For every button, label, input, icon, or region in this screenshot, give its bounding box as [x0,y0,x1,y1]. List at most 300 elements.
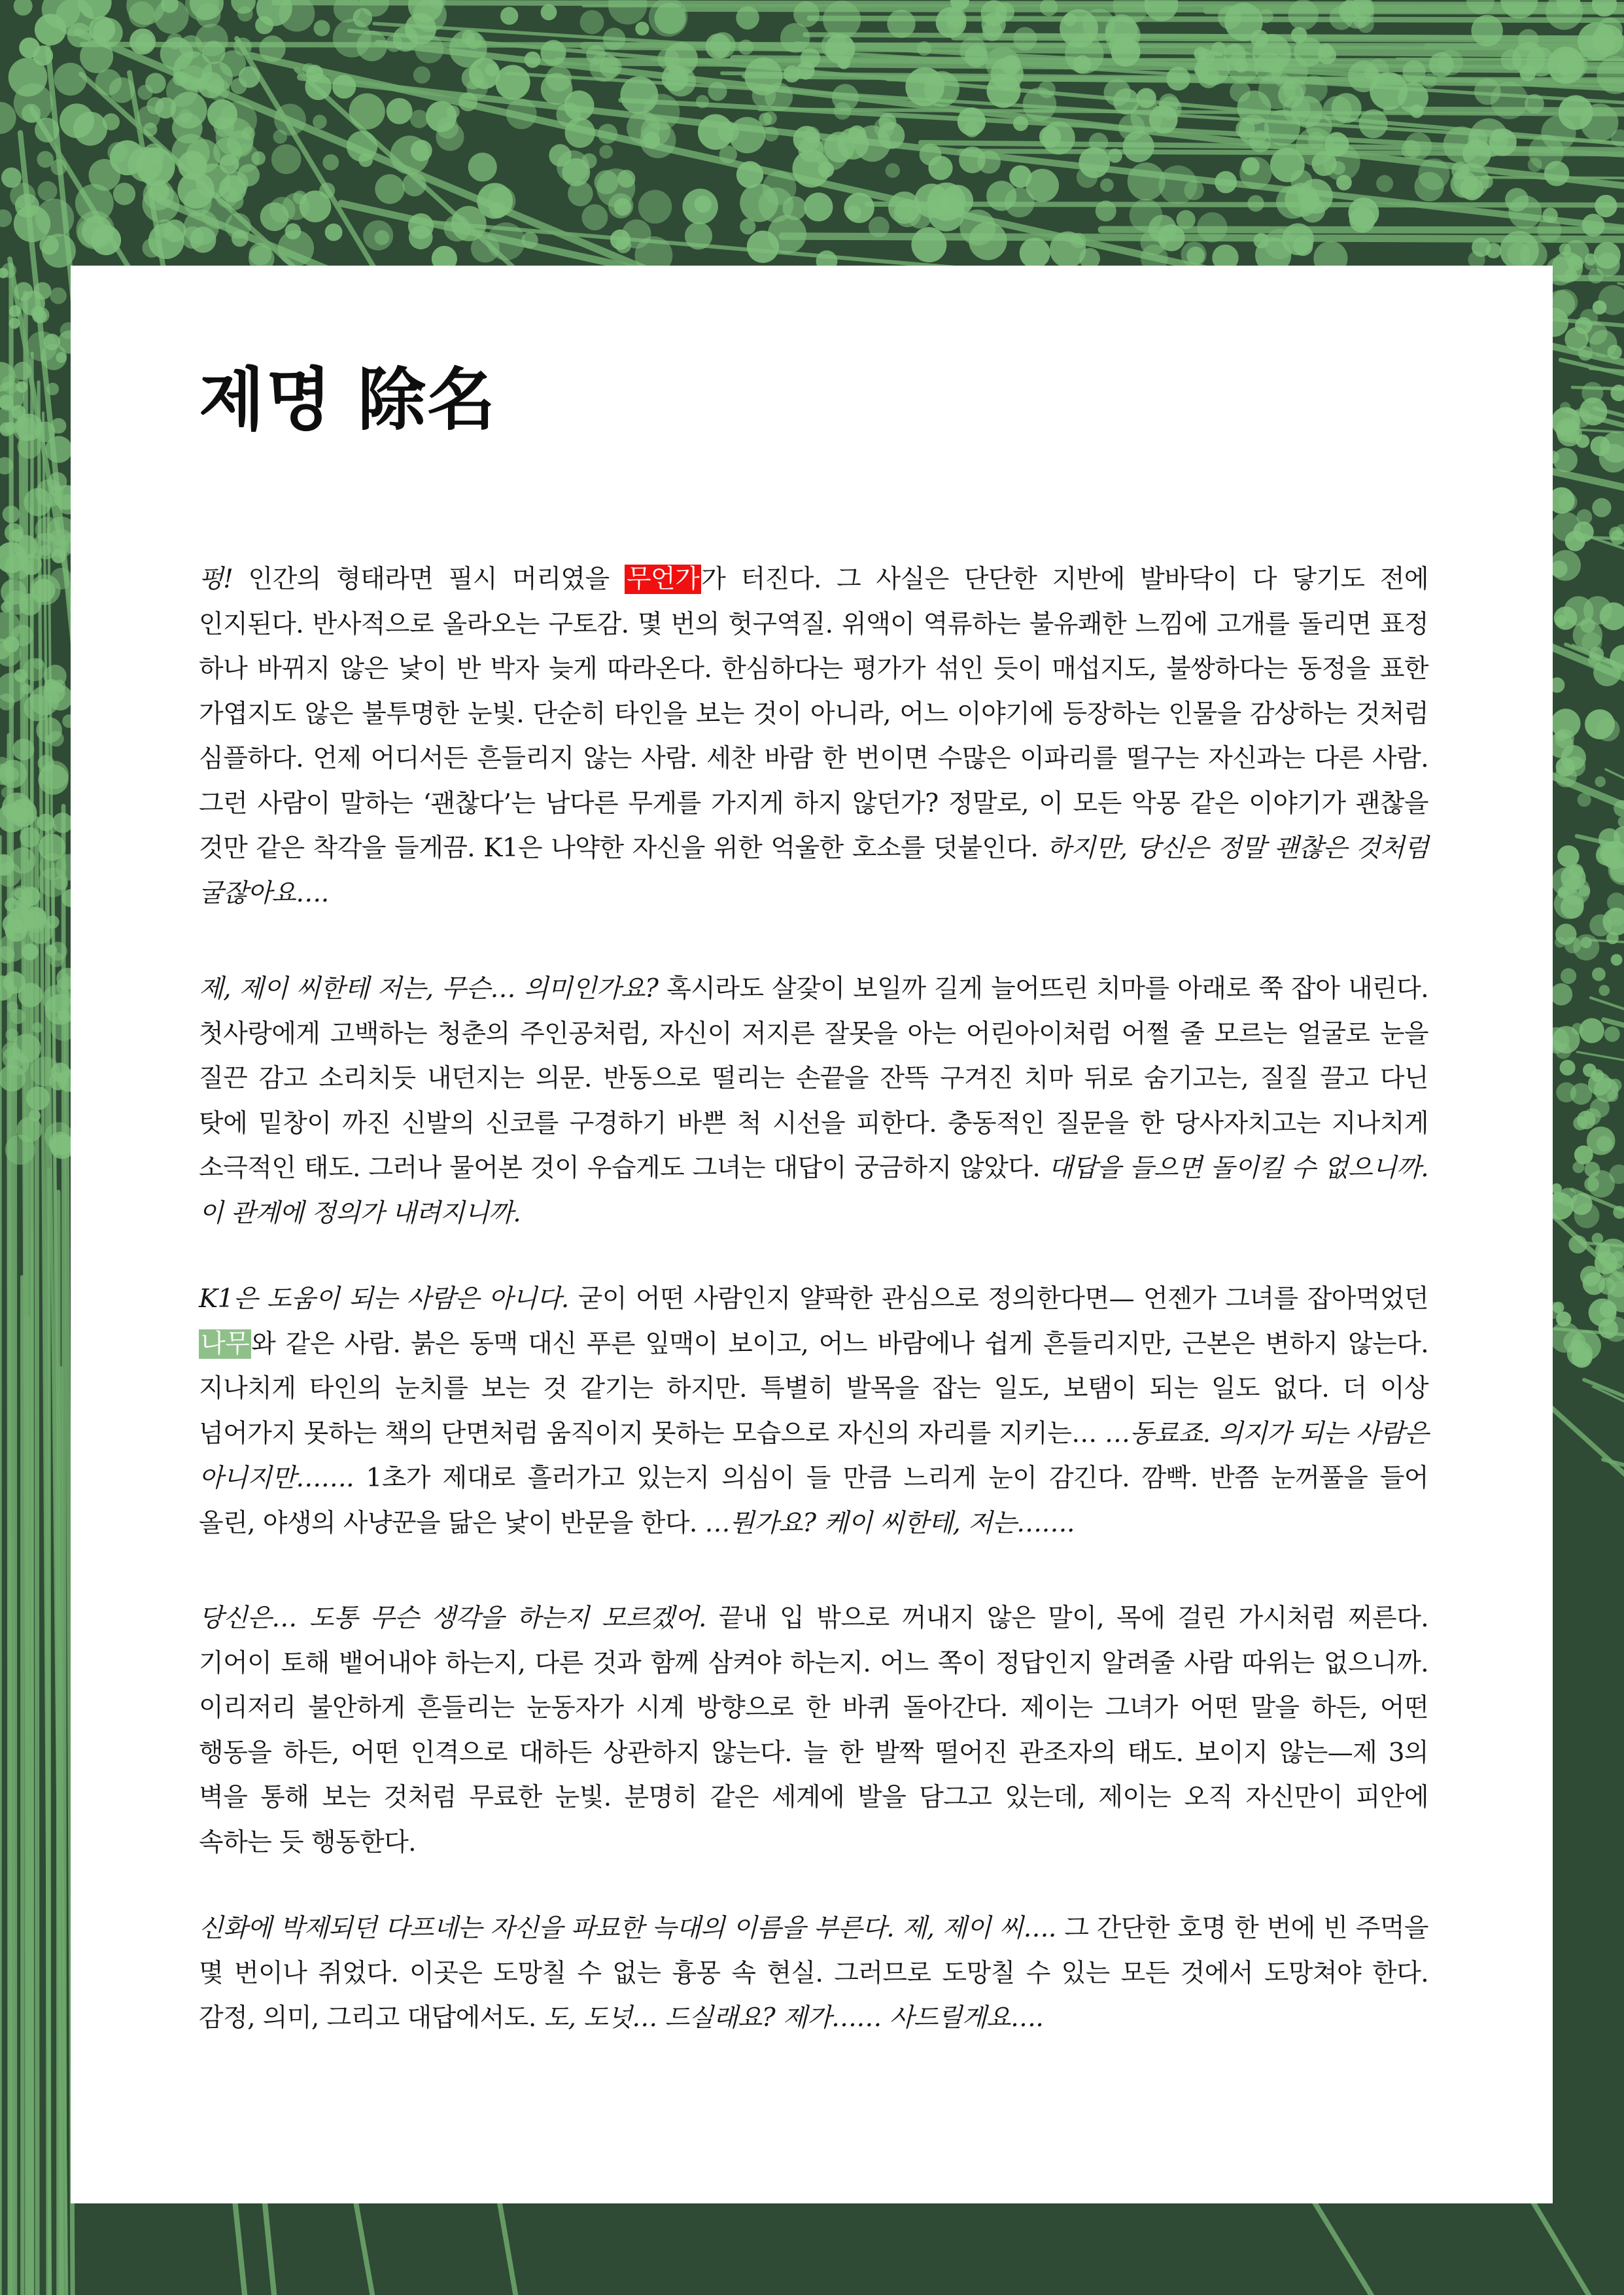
leaf-cluster [928,156,952,180]
leaf-cluster [54,63,87,96]
leaf-cluster [1555,924,1576,945]
leaf-cluster [696,95,709,108]
leaf-cluster [1332,161,1345,175]
leaf-cluster [1238,114,1269,145]
leaf-cluster [347,131,377,162]
leaf-cluster [32,309,46,323]
leaf-cluster [3,506,20,523]
leaf-cluster [41,761,69,789]
leaf-cluster [1288,0,1319,30]
leaf-cluster [1544,161,1570,186]
leaf-cluster [1543,207,1558,222]
leaf-cluster [208,79,230,101]
leaf-cluster [1574,1203,1600,1229]
leaf-cluster [237,6,253,22]
leaf-cluster [1294,37,1323,67]
leaf-cluster [793,150,831,188]
leaf-cluster [1177,210,1196,229]
leaf-cluster [869,217,890,237]
leaf-cluster [409,226,433,250]
leaf-cluster [1588,268,1603,283]
body-text: 1초가 제대로 흘러가고 있는지 의심이 들 만큼 느리게 눈이 감긴다. 깜빡. 반쯤 눈꺼풀을 들어 올린, 야생의 사냥꾼을 닮은 낯이 반문을 한다. [199,1463,1428,1538]
leaf-cluster [581,153,596,168]
leaf-cluster [387,98,413,124]
leaf-cluster [1194,47,1207,61]
leaf-cluster [1611,954,1623,966]
leaf-cluster [958,107,986,135]
leaf-cluster [879,113,897,131]
leaf-cluster [1451,162,1470,180]
leaf-cluster [1581,937,1592,948]
leaf-cluster [9,318,20,329]
leaf-cluster [411,140,432,162]
leaf-cluster [1211,42,1226,57]
leaf-cluster [834,102,852,120]
emphasis-text: 당신은… 도통 무슨 생각을 하는지 모르겠어. [199,1603,706,1633]
leaf-cluster [759,188,794,223]
leaf-cluster [49,953,64,968]
leaf-cluster [349,94,385,130]
paragraph-2 [199,967,1428,1236]
paragraph-3 [199,1277,1428,1546]
leaf-cluster [1197,212,1227,242]
leaf-cluster [1595,777,1606,788]
leaf-cluster [708,82,727,101]
leaf-cluster [13,362,31,380]
leaf-cluster [181,226,203,249]
leaf-cluster [1194,62,1209,77]
leaf-cluster [1166,67,1190,91]
leaf-cluster [1554,889,1584,919]
leaf-cluster [600,56,622,79]
leaf-cluster [51,159,67,175]
leaf-cluster [1578,793,1591,807]
leaf-cluster [37,814,55,832]
leaf-cluster [33,658,44,669]
leaf-cluster [1600,1301,1617,1318]
leaf-cluster [888,192,920,224]
leaf-cluster [1290,170,1312,192]
leaf-cluster [202,41,226,64]
leaf-cluster [931,201,946,216]
leaf-cluster [1597,1136,1612,1151]
leaf-cluster [911,227,946,262]
leaf-cluster [1596,847,1614,866]
leaf-cluster [487,222,525,260]
leaf-cluster [1039,126,1061,148]
leaf-cluster [180,65,207,92]
leaf-cluster [1234,60,1247,73]
leaf-cluster [599,145,613,159]
leaf-cluster [1589,330,1617,357]
leaf-cluster [109,77,135,103]
leaf-cluster [39,853,66,880]
leaf-cluster [60,1143,72,1155]
leaf-cluster [886,163,900,177]
leaf-cluster [1592,498,1611,517]
leaf-cluster [51,418,67,434]
leaf-cluster [496,65,530,99]
leaf-cluster [1215,171,1237,193]
leaf-cluster [375,174,404,203]
leaf-cluster [58,1009,69,1021]
leaf-cluster [823,1,861,39]
leaf-cluster [12,739,34,760]
body-text: 인간의 형태라면 필시 머리였을 [233,565,625,594]
leaf-cluster [75,184,114,222]
leaf-cluster [1512,42,1546,75]
leaf-cluster [1556,758,1575,777]
leaf-cluster [1291,96,1323,128]
leaf-cluster [603,27,625,50]
leaf-cluster [752,84,776,108]
leaf-cluster [451,206,487,241]
body-text: 굳이 어떤 사람인지 얄팍한 관심으로 정의한다면— 언젠가 그녀를 잡아먹었던 [568,1284,1428,1314]
leaf-cluster [271,145,302,175]
emphasis-text: 펑! [199,565,233,594]
leaf-cluster [233,38,252,56]
leaf-cluster [10,1009,26,1024]
leaf-cluster [107,142,128,162]
leaf-cluster [48,731,64,746]
leaf-cluster [824,131,855,162]
leaf-cluster [1598,1278,1615,1295]
leaf-cluster [662,65,689,92]
leaf-cluster [1415,172,1444,201]
leaf-cluster [1050,232,1086,268]
leaf-cluster [9,306,21,317]
leaf-cluster [1403,60,1426,83]
leaf-cluster [1596,718,1619,741]
leaf-cluster [5,898,19,912]
leaf-cluster [540,40,566,65]
leaf-cluster [1595,195,1617,217]
leaf-cluster [13,417,37,441]
leaf-cluster [1367,59,1389,80]
leaf-cluster [1479,175,1493,188]
leaf-cluster [1564,269,1577,281]
leaf-cluster [1247,195,1264,211]
leaf-cluster [525,52,541,68]
leaf-cluster [987,74,1021,108]
leaf-cluster [1312,151,1337,176]
leaf-cluster [469,58,500,90]
leaf-cluster [1013,27,1037,50]
leaf-cluster [1060,9,1098,48]
leaf-cluster [1552,1192,1564,1204]
leaf-cluster [1556,1082,1576,1102]
paragraph-5 [199,1906,1428,2041]
leaf-cluster [35,517,61,542]
highlight-red-word: 무언가 [625,565,701,594]
emphasis-text: 하지만, 당신은 정말 괜찮은 것처럼 굴잖아요…. [199,833,1428,908]
leaf-cluster [1590,1098,1610,1118]
page-title: 제명 除名 [199,359,497,440]
leaf-cluster [24,488,52,516]
leaf-cluster [89,16,115,43]
leaf-cluster [73,112,107,146]
leaf-cluster [113,183,135,205]
leaf-cluster [549,144,571,166]
emphasis-text: 신화에 박제되던 다프네는 자신을 파묘한 늑대의 이름을 부른다. 제, 제이 씨…. [199,1914,1056,1943]
leaf-cluster [622,219,651,249]
body-text: 끝내 입 밖으로 꺼내지 않은 말이, 목에 걸린 가시처럼 찌른다. 기어이 토해 뱉어내야 하는지, 다른 것과 함께 삼켜야 하는지. 어느 쪽이 정답인지 알려줄 사람 따위는 없으니까. 이리저리 불안하게 흔들리는 눈동자가 시계 방향으로 한 바퀴 돌아간다. 제이는 그녀가 어떤 말을 하든, 어떤 행동을 하든, 어떤 인격으로 대하든 상관하지 않는다. 늘 한 발짝 떨어진 관조자의 태도. 보이지 않는—제 3의 벽을 통해 보는 것처럼 무료한 눈빛. 분명히 같은 세계에 발을 담그고 있는데, 제이는 오직 자신만이 피안에 속하는 듯 행동한다. [199,1603,1428,1857]
leaf-cluster [959,147,986,173]
leaf-cluster [635,22,649,35]
leaf-cluster [130,29,156,55]
leaf-cluster [52,680,66,693]
leaf-cluster [196,3,220,27]
leaf-cluster [905,67,944,107]
leaf-cluster [1472,15,1503,46]
leaf-cluster [1332,93,1362,123]
leaf-cluster [1528,158,1542,172]
leaf-cluster [129,1,155,27]
leaf-cluster [1111,37,1141,67]
body-text: 혹시라도 살갗이 보일까 길게 늘어뜨린 치마를 아래로 쭉 잡아 내린다. 첫사랑에게 고백하는 청춘의 주인공처럼, 자신이 저지른 잘못을 아는 어린아이처럼 어쩔 줄 모르는 얼굴로 눈을 질끈 감고 소리치듯 내던지는 의문. 반동으로 떨리는 손끝을 잔뜩 구겨진 치마 뒤로 숨기고는, 질질 끌고 다닌 탓에 밑창이 까진 신발의 신코를 구경하기 바쁜 척 시선을 피한다. 충동적인 질문을 한 당사자치고는 지나치게 소극적인 태도. 그러나 물어본 것이 우습게도 그녀는 대답이 궁금하지 않았다. [199,974,1429,1183]
leaf-cluster [598,124,617,143]
leaf-cluster [46,383,59,395]
leaf-cluster [447,105,460,118]
leaf-cluster [28,919,53,943]
leaf-cluster [1550,983,1572,1006]
leaf-cluster [42,234,76,268]
leaf-cluster [224,171,248,195]
leaf-cluster [142,238,162,258]
leaf-cluster [565,118,595,148]
leaf-cluster [302,63,316,77]
leaf-cluster [1443,126,1480,163]
leaf-cluster [4,767,19,782]
leaf-cluster [596,169,635,207]
leaf-cluster [1577,509,1593,525]
body-text: 와 같은 사람. 붉은 동맥 대신 푸른 잎맥이 보이고, 어느 바람에나 쉽게 흔들리지만, 근본은 변하지 않는다. 지나치게 타인의 눈치를 보는 것 같기는 하지만. 특별히 발목을 잡는 일도, 보탬이 되는 일도 없다. 더 이상 넘어가지 못하는 책의 단면처럼 움직이지 못하는 모습으로 자신의 자리를 지키는… [199,1329,1428,1448]
leaf-cluster [1558,493,1577,512]
leaf-cluster [1547,46,1585,84]
leaf-cluster [1491,82,1528,119]
leaf-cluster [45,436,72,463]
leaf-cluster [1598,1319,1618,1339]
leaf-cluster [128,147,163,182]
leaf-cluster [9,847,35,873]
leaf-cluster [1293,236,1313,256]
leaf-cluster [969,222,1007,260]
leaf-cluster [26,1087,50,1110]
leaf-cluster [1077,167,1097,188]
leaf-cluster [1429,52,1454,77]
leaf-cluster [1359,109,1388,138]
leaf-cluster [325,224,343,241]
leaf-cluster [640,122,676,158]
leaf-cluster [1604,1026,1620,1042]
leaf-cluster [145,73,166,94]
leaf-cluster [1560,1060,1576,1076]
leaf-cluster [1568,1235,1587,1253]
leaf-cluster [50,287,67,304]
leaf-cluster [143,179,174,210]
leaf-cluster [489,202,505,218]
leaf-cluster [1565,531,1585,552]
leaf-cluster [0,422,14,436]
leaf-cluster [10,183,35,208]
leaf-cluster [5,1028,18,1042]
leaf-cluster [1561,968,1576,984]
leaf-cluster [14,669,27,682]
leaf-cluster [804,192,833,221]
leaf-cluster [1239,157,1271,189]
leaf-cluster [801,48,821,69]
leaf-cluster [1559,96,1593,130]
leaf-cluster [285,223,302,239]
leaf-cluster [468,152,497,181]
leaf-cluster [1100,179,1114,192]
leaf-cluster [1009,166,1031,188]
leaf-cluster [239,66,260,88]
leaf-cluster [249,243,272,266]
leaf-cluster [1574,1146,1593,1165]
emphasis-text: 제, 제이 씨한테 저는, 무슨… 의미인가요? [199,974,659,1004]
leaf-cluster [171,92,207,128]
leaf-cluster [541,73,573,105]
leaf-cluster [685,222,712,249]
leaf-cluster [738,39,753,54]
leaf-cluster [37,181,57,201]
leaf-cluster [9,58,48,97]
leaf-cluster [91,225,121,255]
leaf-cluster [314,20,330,37]
leaf-cluster [1578,22,1615,60]
emphasis-text: 도, 도넛… 드실래요? 제가…… 사드릴게요…. [544,2003,1044,2033]
leaf-cluster [410,110,428,128]
leaf-cluster [143,122,157,136]
leaf-cluster [322,154,339,171]
leaf-cluster [1130,199,1163,232]
leaf-cluster [1581,382,1603,404]
leaf-cluster [1566,430,1579,443]
leaf-cluster [1023,88,1056,121]
leaf-cluster [1336,175,1352,190]
leaf-cluster [1592,968,1606,981]
leaf-cluster [1593,659,1621,686]
paragraph-1 [199,557,1428,916]
leaf-cluster [917,41,931,56]
leaf-cluster [1595,1252,1617,1274]
leaf-cluster [232,230,249,247]
emphasis-text: 대답을 들으면 돌이킬 수 없으니까. 이 관계에 정의가 내려지니까. [199,1153,1428,1228]
body-text: 그 간단한 호명 한 번에 빈 주먹을 몇 번이나 쥐었다. 이곳은 도망칠 수 없는 흉몽 속 현실. 그러므로 도망칠 수 있는 모든 것에서 도망쳐야 한다. 감정, 의미, 그리고 대답에서도. [199,1914,1428,2033]
leaf-cluster [458,92,477,111]
leaf-cluster [1581,632,1602,652]
highlight-green-word: 나무 [199,1329,251,1359]
leaf-cluster [14,535,38,559]
leaf-cluster [1159,94,1179,114]
leaf-cluster [220,154,239,174]
leaf-cluster [259,35,285,61]
leaf-cluster [32,1023,43,1033]
leaf-cluster [30,1057,60,1086]
leaf-cluster [1578,346,1593,361]
leaf-cluster [1572,1023,1583,1035]
leaf-cluster [736,7,759,30]
leaf-cluster [1113,88,1139,114]
leaf-cluster [759,113,772,126]
leaf-cluster [1184,181,1203,200]
leaf-cluster [500,7,518,25]
leaf-cluster [1260,9,1273,23]
emphasis-text: …동료죠. 의지가 되는 사람은 아니지만……. [199,1418,1428,1493]
leaf-cluster [784,65,801,82]
leaf-cluster [793,1,820,27]
leaf-cluster [22,104,41,123]
leaf-cluster [780,23,810,52]
leaf-cluster [1348,198,1379,228]
leaf-cluster [14,205,50,242]
leaf-cluster [1571,1340,1583,1352]
leaf-cluster [35,14,66,45]
emphasis-text: …뭔가요? 케이 씨한테, 저는……. [704,1508,1075,1538]
leaf-cluster [1520,241,1547,269]
leaf-cluster [506,99,537,130]
leaf-cluster [1592,1233,1604,1244]
leaf-cluster [1525,94,1544,114]
leaf-cluster [1181,241,1207,267]
leaf-cluster [695,196,712,213]
leaf-cluster [580,10,604,34]
leaf-cluster [1404,132,1432,160]
leaf-cluster [1013,116,1028,131]
leaf-cluster [1136,88,1156,108]
leaf-cluster [402,173,426,196]
leaf-cluster [1005,188,1035,218]
leaf-cluster [887,10,915,38]
leaf-cluster [965,44,988,67]
leaf-cluster [1598,985,1610,996]
leaf-cluster [1582,214,1605,237]
leaf-cluster [1376,175,1393,192]
leaf-cluster [147,97,164,114]
leaf-cluster [1587,1170,1615,1198]
leaf-cluster [413,66,430,83]
leaf-cluster [274,104,306,136]
paragraph-4 [199,1596,1428,1865]
leaf-cluster [4,591,28,615]
leaf-cluster [638,190,672,224]
leaf-cluster [698,114,733,150]
leaf-cluster [29,1110,41,1121]
leaf-cluster [1591,436,1610,456]
body-text: 가 터진다. 그 사실은 단단한 지반에 발바닥이 다 닿기도 전에 인지된다. 반사적으로 올라오는 구토감. 몇 번의 헛구역질. 위액이 역류하는 불유쾌한 느낌에 고개를 돌리면 표정 하나 바뀌지 않은 낯이 반 박자 늦게 따라온다. 한심하다는 평가가 섞인 듯이 매섭지도, 불쌍하다는 동정을 표한 가엽지도 않은 불투명한 눈빛. 단순히 타인을 보는 것이 아니라, 어느 이야기에 등장하는 인물을 감상하는 것처럼 심플하다. 언제 어디서든 흔들리지 않는 사람. 세찬 바람 한 번이면 수많은 이파리를 떨구는 자신과는 다른 사람. 그런 사람이 말하는 ‘괜찮다’는 남다른 무게를 가지게 하지 않던가? 정말로, 이 모든 악몽 같은 이야기가 괜찮을 것만 같은 착각을 들게끔. K1은 나약한 자신을 위한 억울한 호소를 덧붙인다. [199,565,1429,863]
leaf-cluster [1583,1064,1597,1077]
leaf-cluster [1,787,12,798]
leaf-cluster [34,282,52,300]
leaf-cluster [67,23,92,48]
leaf-cluster [844,193,874,223]
leaf-cluster [1251,30,1268,48]
leaf-cluster [764,126,779,141]
leaf-cluster [269,197,296,223]
leaf-cluster [1508,196,1542,229]
leaf-cluster [1572,1161,1584,1173]
leaf-cluster [936,7,967,38]
emphasis-text: K1은 도움이 되는 사람은 아니다. [199,1284,569,1314]
leaf-cluster [736,161,763,188]
leaf-cluster [415,35,443,63]
leaf-cluster [521,232,538,248]
leaf-cluster [332,75,356,98]
leaf-cluster [620,77,658,114]
leaf-cluster [1108,149,1122,163]
text-panel [71,266,1553,2203]
